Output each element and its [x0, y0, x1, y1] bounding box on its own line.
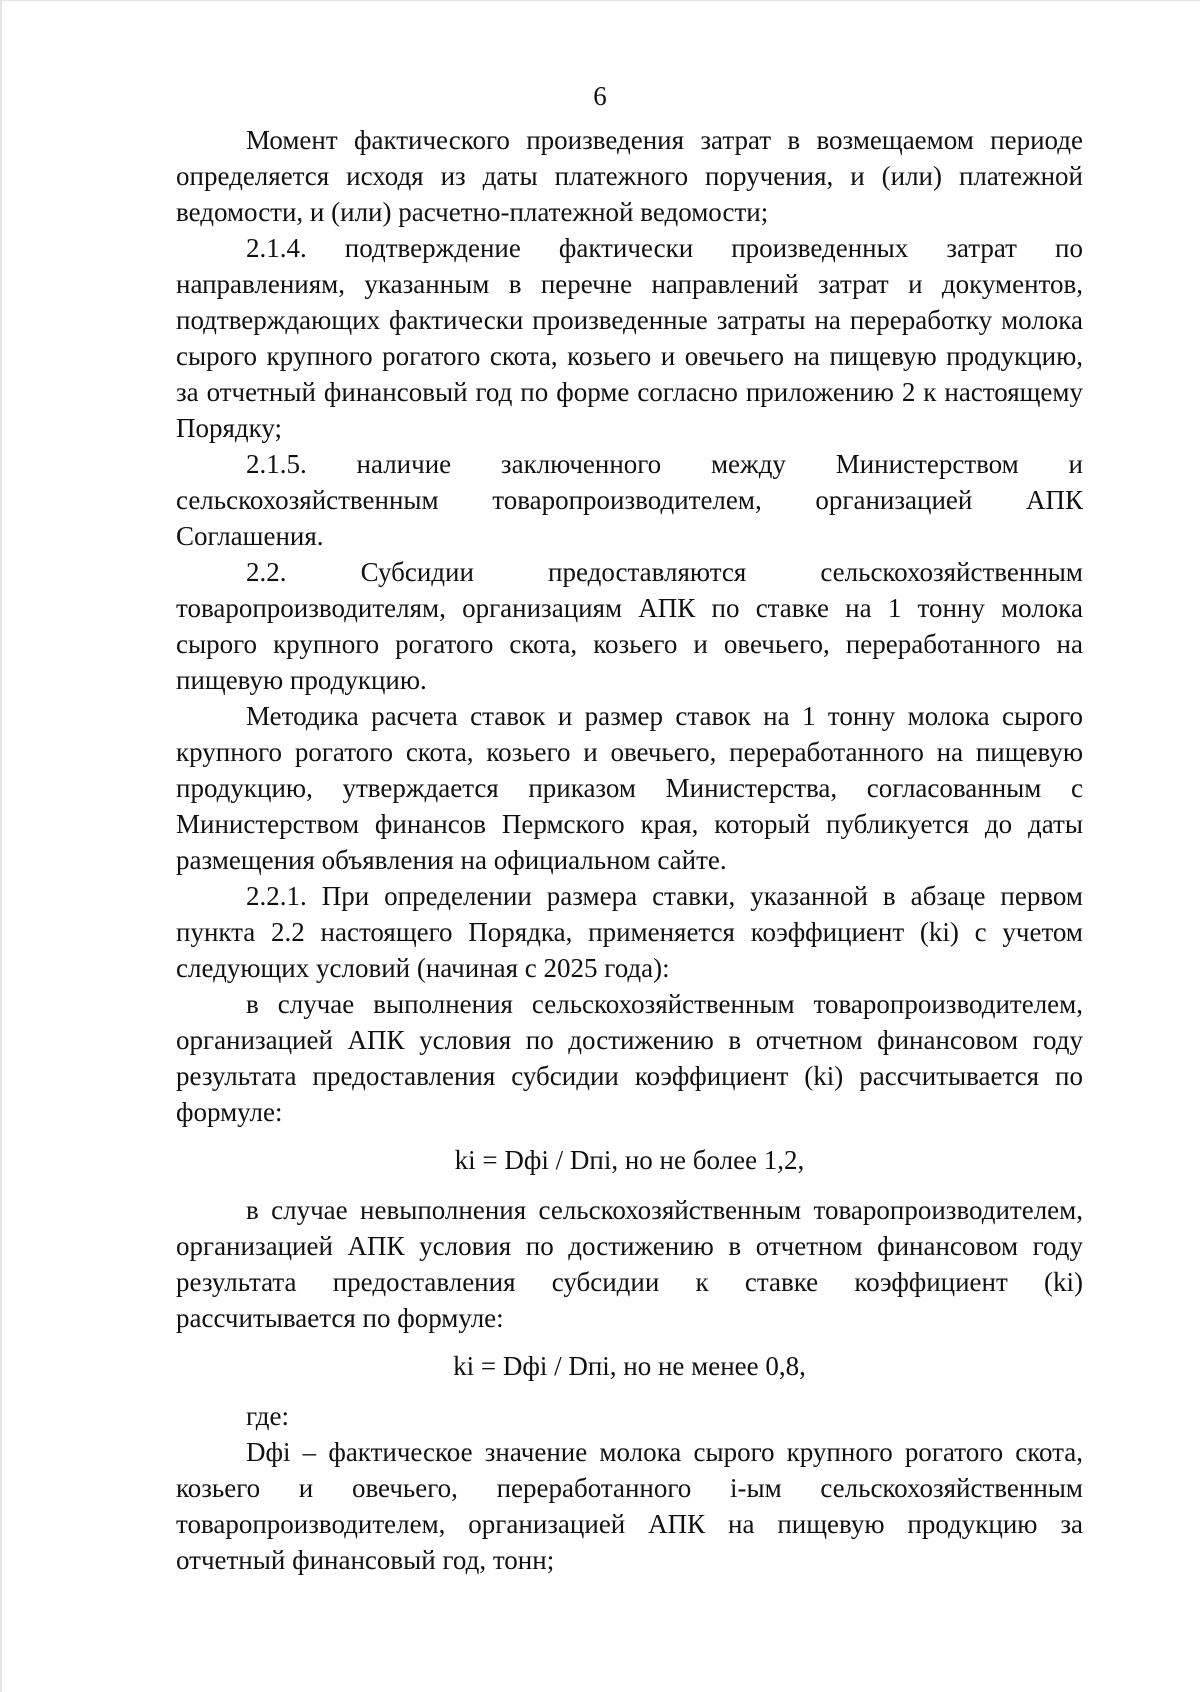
paragraph-cost-moment: Момент фактического произведения затрат в возмещаемом периоде определяется исходя из даты платежного поручения, и (или) платежной ведомости, и (или) расчетно-платежной ведомости; [176, 125, 1083, 227]
paragraph-2-1-4: 2.1.4. подтверждение фактически произведенных затрат по направлениям, указанным в перечне направлений затрат и документов, подтверждающих фактически произведенные затраты на переработку молока сырого крупного рогатого скота, козьего и овечьего на пищевую продукцию, за отчетный финансовый год по форме согласно приложению 2 к настоящему Порядку; [176, 233, 1083, 443]
formula-min: ki = Dфi / Dпi, но не менее 0,8, [453, 1351, 806, 1381]
scan-edge-left [0, 0, 2, 1692]
scan-edge-top [0, 0, 1200, 1]
definition-dfi: Dфi – фактическое значение молока сырого крупного рогатого скота, козьего и овечьего, переработанного i-ым сельскохозяйственным товаропроизводителем, организацией АПК на пищевую продукцию за отчетный финансовый год, тонн; [176, 1437, 1083, 1575]
paragraph-unfulfilled-case: в случае невыполнения сельскохозяйственным товаропроизводителем, организацией АПК условия по достижению в отчетном финансовом году результата предоставления субсидии к ставке коэффициент (ki) рассчитывается по формуле: [176, 1195, 1083, 1333]
paragraph-2-2-1: 2.2.1. При определении размера ставки, указанной в абзаце первом пункта 2.2 настоящего Порядка, применяется коэффициент (ki) с учетом следующих условий (начиная с 2025 года): [176, 881, 1083, 983]
paragraph-2-1-5: 2.1.5. наличие заключенного между Министерством и сельскохозяйственным товаропроизводителем, организацией АПК Соглашения. [176, 449, 1083, 551]
document-body [176, 122, 1083, 1578]
paragraph-2-2: 2.2. Субсидии предоставляются сельскохозяйственным товаропроизводителям, организациям АПК по ставке на 1 тонну молока сырого крупного рогатого скота, козьего и овечьего, переработанного на пищевую продукцию. [176, 557, 1083, 695]
where-label: где: [246, 1401, 289, 1431]
formula-max: ki = Dфi / Dпi, но не более 1,2, [454, 1145, 805, 1175]
paragraph-fulfilled-case: в случае выполнения сельскохозяйственным товаропроизводителем, организацией АПК условия по достижению в отчетном финансовом году результата предоставления субсидии коэффициент (ki) рассчитывается по формуле: [176, 989, 1083, 1127]
paragraph-rate-method: Методика расчета ставок и размер ставок на 1 тонну молока сырого крупного рогатого скота, козьего и овечьего, переработанного на пищевую продукцию, утверждается приказом Министерства, согласованным с Министерством финансов Пермского края, который публикуется до даты размещения объявления на официальном сайте. [176, 701, 1083, 875]
page-number: 6 [593, 81, 607, 111]
